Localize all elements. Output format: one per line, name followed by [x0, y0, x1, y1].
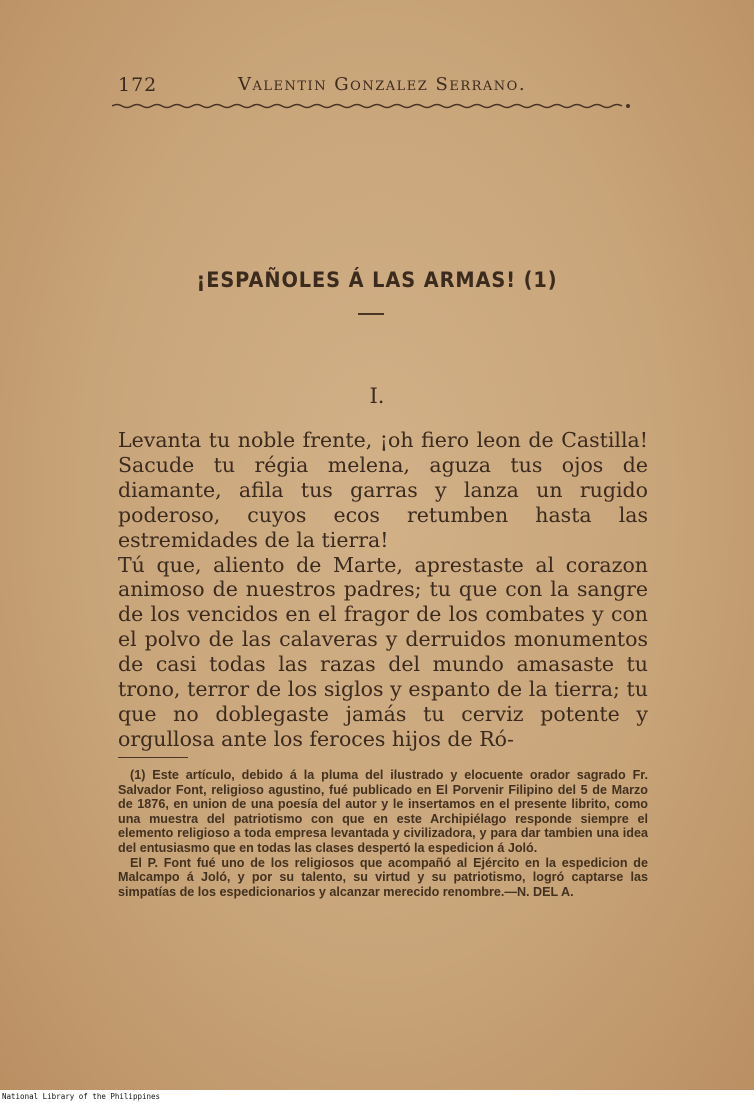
page-number: 172: [118, 74, 158, 96]
footnotes: [118, 768, 648, 899]
body-paragraph: Tú que, aliento de Marte, aprestaste al corazon animoso de nuestros padres; tu que con la sangre de los vencidos en el fragor de los combates y con el polvo de las calaveras y derruidos monumentos de casi todas las razas del mundo amasaste tu trono, terror de los siglos y espanto de la tierra; tu que no doblegaste jamás tu cerviz potente y orgullosa ante los feroces hijos de Ró-: [118, 552, 648, 751]
article-title: ¡ESPAÑOLES Á LAS ARMAS! (1): [196, 268, 558, 292]
footnote-divider: [118, 757, 188, 758]
page-header: [0, 74, 754, 104]
article-body: [118, 428, 648, 752]
running-head: Valentin Gonzalez Serrano.: [238, 74, 527, 95]
footnote: (1) Este artículo, debido á la pluma del ilustrado y elocuente orador sagrado Fr. Salvador Font, religioso agustino, fué publicado en El Porvenir Filipino del 5 de Marzo de 1876, en union de una poesía del autor y le insertamos en el presente librito, como una muestra del patriotismo con que en este Archipiélago responde siempre el elemento religioso a toda empresa levantada y civilizadora, y para dar tambien una idea del entusiasmo que en todas las clases despertó la espedicion á Joló.: [118, 768, 648, 855]
title-divider: [358, 313, 384, 315]
decorative-wavy-rule: [112, 101, 632, 111]
body-paragraph: Levanta tu noble frente, ¡oh fiero leon de Castilla! Sacude tu régia melena, aguza tus ojos de diamante, afila tus garras y lanza un rugido poderoso, cuyos ecos retumben hasta las estremidades de la tierra!: [118, 428, 648, 552]
footnote: El P. Font fué uno de los religiosos que acompañó al Ejército en la espedicion de Malcampo á Joló, y por su talento, su virtud y su patriotismo, logró captarse las simpatías de los espedicionarios y alcanzar merecido renombre.—N. DEL A.: [118, 855, 648, 899]
section-numeral: I.: [369, 384, 385, 408]
library-credit: National Library of the Philippines: [2, 1092, 161, 1101]
